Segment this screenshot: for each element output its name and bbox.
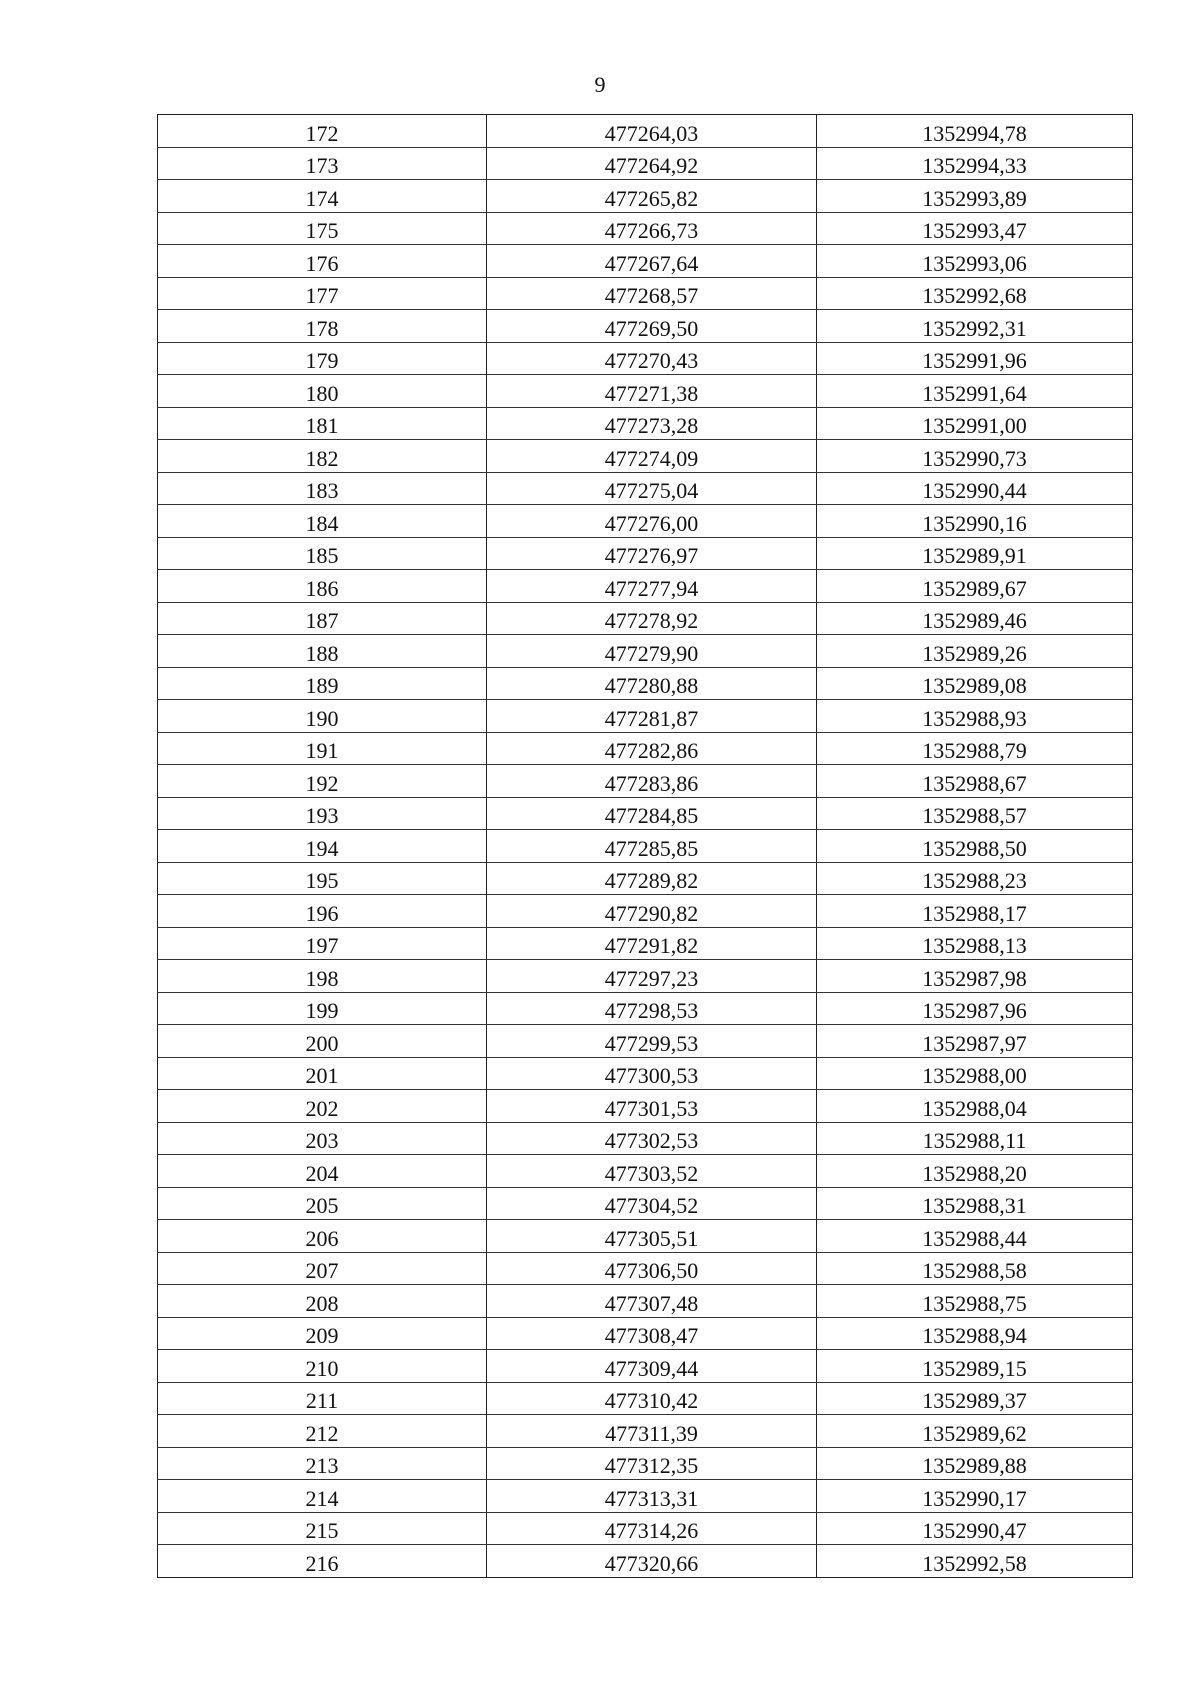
coordinates-table: [157, 114, 1133, 1578]
x-coordinate-cell: 477290,82: [487, 895, 817, 928]
table-row: [158, 895, 1133, 928]
x-coordinate-cell: 477298,53: [487, 992, 817, 1025]
y-coordinate-cell: 1352988,17: [817, 895, 1133, 928]
point-number-cell: 175: [158, 212, 487, 245]
x-coordinate-cell: 477299,53: [487, 1025, 817, 1058]
table-row: [158, 570, 1133, 603]
point-number-cell: 207: [158, 1252, 487, 1285]
x-coordinate-cell: 477274,09: [487, 440, 817, 473]
x-coordinate-cell: 477267,64: [487, 245, 817, 278]
x-coordinate-cell: 477273,28: [487, 407, 817, 440]
y-coordinate-cell: 1352988,44: [817, 1220, 1133, 1253]
page-number: 9: [594, 72, 606, 97]
table-row: [158, 1252, 1133, 1285]
table-row: [158, 602, 1133, 635]
x-coordinate-cell: 477291,82: [487, 927, 817, 960]
table-row: [158, 1350, 1133, 1383]
coordinates-table-body: [158, 115, 1133, 1578]
table-row: [158, 375, 1133, 408]
point-number-cell: 192: [158, 765, 487, 798]
y-coordinate-cell: 1352991,96: [817, 342, 1133, 375]
table-row: [158, 1415, 1133, 1448]
y-coordinate-cell: 1352988,04: [817, 1090, 1133, 1123]
x-coordinate-cell: 477309,44: [487, 1350, 817, 1383]
x-coordinate-cell: 477289,82: [487, 862, 817, 895]
point-number-cell: 172: [158, 115, 487, 148]
x-coordinate-cell: 477264,92: [487, 147, 817, 180]
point-number-cell: 205: [158, 1187, 487, 1220]
table-row: [158, 1480, 1133, 1513]
point-number-cell: 200: [158, 1025, 487, 1058]
point-number-cell: 193: [158, 797, 487, 830]
point-number-cell: 186: [158, 570, 487, 603]
table-row: [158, 830, 1133, 863]
point-number-cell: 177: [158, 277, 487, 310]
y-coordinate-cell: 1352988,50: [817, 830, 1133, 863]
point-number-cell: 216: [158, 1545, 487, 1578]
table-row: [158, 635, 1133, 668]
x-coordinate-cell: 477297,23: [487, 960, 817, 993]
y-coordinate-cell: 1352994,78: [817, 115, 1133, 148]
table-row: [158, 765, 1133, 798]
point-number-cell: 208: [158, 1285, 487, 1318]
x-coordinate-cell: 477265,82: [487, 180, 817, 213]
y-coordinate-cell: 1352992,58: [817, 1545, 1133, 1578]
y-coordinate-cell: 1352990,44: [817, 472, 1133, 505]
table-row: [158, 1025, 1133, 1058]
y-coordinate-cell: 1352988,57: [817, 797, 1133, 830]
point-number-cell: 179: [158, 342, 487, 375]
x-coordinate-cell: 477311,39: [487, 1415, 817, 1448]
y-coordinate-cell: 1352990,16: [817, 505, 1133, 538]
y-coordinate-cell: 1352991,64: [817, 375, 1133, 408]
x-coordinate-cell: 477320,66: [487, 1545, 817, 1578]
table-row: [158, 1447, 1133, 1480]
x-coordinate-cell: 477313,31: [487, 1480, 817, 1513]
y-coordinate-cell: 1352994,33: [817, 147, 1133, 180]
y-coordinate-cell: 1352988,20: [817, 1155, 1133, 1188]
point-number-cell: 191: [158, 732, 487, 765]
x-coordinate-cell: 477305,51: [487, 1220, 817, 1253]
y-coordinate-cell: 1352988,31: [817, 1187, 1133, 1220]
y-coordinate-cell: 1352988,79: [817, 732, 1133, 765]
x-coordinate-cell: 477277,94: [487, 570, 817, 603]
table-row: [158, 1155, 1133, 1188]
y-coordinate-cell: 1352987,97: [817, 1025, 1133, 1058]
table-row: [158, 1220, 1133, 1253]
y-coordinate-cell: 1352993,47: [817, 212, 1133, 245]
point-number-cell: 181: [158, 407, 487, 440]
table-row: [158, 1545, 1133, 1578]
point-number-cell: 187: [158, 602, 487, 635]
table-row: [158, 180, 1133, 213]
point-number-cell: 180: [158, 375, 487, 408]
x-coordinate-cell: 477284,85: [487, 797, 817, 830]
x-coordinate-cell: 477283,86: [487, 765, 817, 798]
table-row: [158, 245, 1133, 278]
x-coordinate-cell: 477269,50: [487, 310, 817, 343]
table-row: [158, 862, 1133, 895]
y-coordinate-cell: 1352989,08: [817, 667, 1133, 700]
point-number-cell: 197: [158, 927, 487, 960]
x-coordinate-cell: 477307,48: [487, 1285, 817, 1318]
y-coordinate-cell: 1352988,94: [817, 1317, 1133, 1350]
y-coordinate-cell: 1352989,67: [817, 570, 1133, 603]
point-number-cell: 213: [158, 1447, 487, 1480]
table-row: [158, 342, 1133, 375]
table-row: [158, 505, 1133, 538]
point-number-cell: 183: [158, 472, 487, 505]
x-coordinate-cell: 477285,85: [487, 830, 817, 863]
point-number-cell: 212: [158, 1415, 487, 1448]
x-coordinate-cell: 477279,90: [487, 635, 817, 668]
point-number-cell: 190: [158, 700, 487, 733]
y-coordinate-cell: 1352988,00: [817, 1057, 1133, 1090]
point-number-cell: 194: [158, 830, 487, 863]
point-number-cell: 199: [158, 992, 487, 1025]
y-coordinate-cell: 1352990,17: [817, 1480, 1133, 1513]
table-row: [158, 1057, 1133, 1090]
y-coordinate-cell: 1352992,68: [817, 277, 1133, 310]
point-number-cell: 201: [158, 1057, 487, 1090]
point-number-cell: 196: [158, 895, 487, 928]
x-coordinate-cell: 477270,43: [487, 342, 817, 375]
point-number-cell: 198: [158, 960, 487, 993]
point-number-cell: 178: [158, 310, 487, 343]
table-row: [158, 1285, 1133, 1318]
point-number-cell: 182: [158, 440, 487, 473]
y-coordinate-cell: 1352989,26: [817, 635, 1133, 668]
table-row: [158, 1317, 1133, 1350]
y-coordinate-cell: 1352988,23: [817, 862, 1133, 895]
table-row: [158, 1090, 1133, 1123]
x-coordinate-cell: 477306,50: [487, 1252, 817, 1285]
x-coordinate-cell: 477302,53: [487, 1122, 817, 1155]
y-coordinate-cell: 1352989,62: [817, 1415, 1133, 1448]
x-coordinate-cell: 477280,88: [487, 667, 817, 700]
point-number-cell: 204: [158, 1155, 487, 1188]
y-coordinate-cell: 1352989,37: [817, 1382, 1133, 1415]
y-coordinate-cell: 1352988,13: [817, 927, 1133, 960]
point-number-cell: 209: [158, 1317, 487, 1350]
point-number-cell: 215: [158, 1512, 487, 1545]
y-coordinate-cell: 1352987,98: [817, 960, 1133, 993]
y-coordinate-cell: 1352991,00: [817, 407, 1133, 440]
point-number-cell: 206: [158, 1220, 487, 1253]
table-row: [158, 1122, 1133, 1155]
point-number-cell: 203: [158, 1122, 487, 1155]
y-coordinate-cell: 1352989,91: [817, 537, 1133, 570]
point-number-cell: 176: [158, 245, 487, 278]
table-row: [158, 147, 1133, 180]
table-row: [158, 115, 1133, 148]
x-coordinate-cell: 477278,92: [487, 602, 817, 635]
x-coordinate-cell: 477301,53: [487, 1090, 817, 1123]
x-coordinate-cell: 477268,57: [487, 277, 817, 310]
table-row: [158, 1382, 1133, 1415]
table-row: [158, 960, 1133, 993]
point-number-cell: 189: [158, 667, 487, 700]
y-coordinate-cell: 1352988,11: [817, 1122, 1133, 1155]
y-coordinate-cell: 1352990,73: [817, 440, 1133, 473]
x-coordinate-cell: 477312,35: [487, 1447, 817, 1480]
table-row: [158, 992, 1133, 1025]
point-number-cell: 184: [158, 505, 487, 538]
y-coordinate-cell: 1352989,88: [817, 1447, 1133, 1480]
x-coordinate-cell: 477275,04: [487, 472, 817, 505]
table-row: [158, 732, 1133, 765]
table-row: [158, 797, 1133, 830]
table-row: [158, 310, 1133, 343]
x-coordinate-cell: 477282,86: [487, 732, 817, 765]
point-number-cell: 185: [158, 537, 487, 570]
table-row: [158, 927, 1133, 960]
table-row: [158, 1187, 1133, 1220]
table-row: [158, 212, 1133, 245]
x-coordinate-cell: 477310,42: [487, 1382, 817, 1415]
y-coordinate-cell: 1352987,96: [817, 992, 1133, 1025]
table-row: [158, 667, 1133, 700]
table-row: [158, 472, 1133, 505]
y-coordinate-cell: 1352988,93: [817, 700, 1133, 733]
table-row: [158, 407, 1133, 440]
y-coordinate-cell: 1352993,89: [817, 180, 1133, 213]
x-coordinate-cell: 477276,00: [487, 505, 817, 538]
point-number-cell: 202: [158, 1090, 487, 1123]
x-coordinate-cell: 477276,97: [487, 537, 817, 570]
table-row: [158, 537, 1133, 570]
x-coordinate-cell: 477271,38: [487, 375, 817, 408]
y-coordinate-cell: 1352990,47: [817, 1512, 1133, 1545]
x-coordinate-cell: 477264,03: [487, 115, 817, 148]
y-coordinate-cell: 1352989,15: [817, 1350, 1133, 1383]
x-coordinate-cell: 477266,73: [487, 212, 817, 245]
point-number-cell: 214: [158, 1480, 487, 1513]
point-number-cell: 210: [158, 1350, 487, 1383]
point-number-cell: 174: [158, 180, 487, 213]
x-coordinate-cell: 477304,52: [487, 1187, 817, 1220]
point-number-cell: 188: [158, 635, 487, 668]
table-row: [158, 1512, 1133, 1545]
y-coordinate-cell: 1352988,58: [817, 1252, 1133, 1285]
point-number-cell: 195: [158, 862, 487, 895]
point-number-cell: 173: [158, 147, 487, 180]
table-row: [158, 700, 1133, 733]
point-number-cell: 211: [158, 1382, 487, 1415]
x-coordinate-cell: 477314,26: [487, 1512, 817, 1545]
x-coordinate-cell: 477300,53: [487, 1057, 817, 1090]
table-row: [158, 277, 1133, 310]
y-coordinate-cell: 1352993,06: [817, 245, 1133, 278]
x-coordinate-cell: 477281,87: [487, 700, 817, 733]
y-coordinate-cell: 1352992,31: [817, 310, 1133, 343]
x-coordinate-cell: 477308,47: [487, 1317, 817, 1350]
y-coordinate-cell: 1352988,75: [817, 1285, 1133, 1318]
y-coordinate-cell: 1352988,67: [817, 765, 1133, 798]
y-coordinate-cell: 1352989,46: [817, 602, 1133, 635]
table-row: [158, 440, 1133, 473]
x-coordinate-cell: 477303,52: [487, 1155, 817, 1188]
